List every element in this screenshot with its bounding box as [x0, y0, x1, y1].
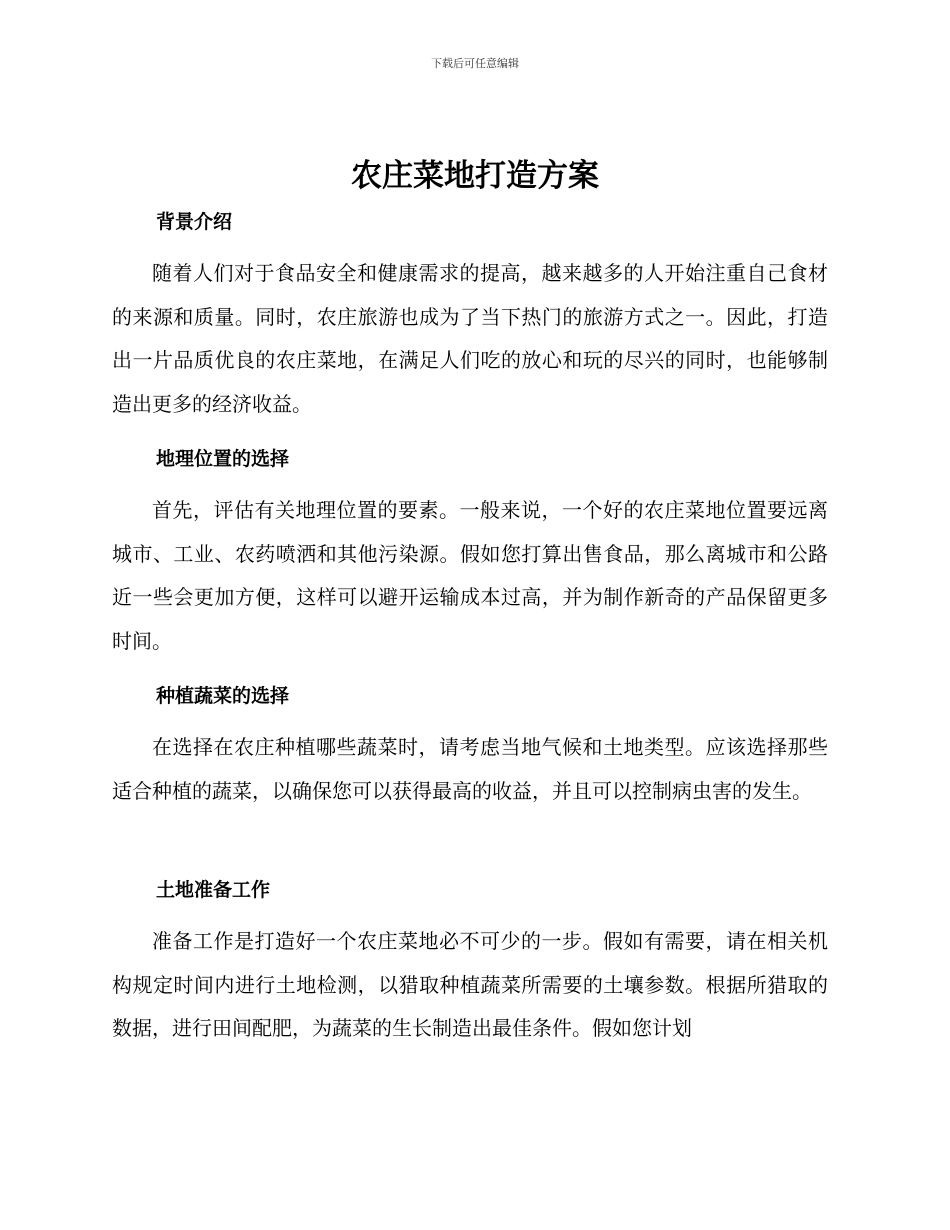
document-title: 农庄菜地打造方案 [351, 158, 599, 194]
section-body-vegetables: 在选择在农庄种植哪些蔬菜时，请考虑当地气候和土地类型。应该选择那些适合种植的蔬菜，以确保您可以获得最高的收益，并且可以控制病虫害的发生。 [112, 735, 828, 803]
section-body-land-prep: 准备工作是打造好一个农庄菜地必不可少的一步。假如有需要，请在相关机构规定时间内进行土地检测，以猎取种植蔬菜所需要的土壤参数。根据所猎取的数据，进行田间配肥，为蔬菜的生长制造出最佳条件。假如您计划 [112, 929, 828, 1040]
section-body-background: 随着人们对于食品安全和健康需求的提高，越来越多的人开始注重自己食材的来源和质量。同时，农庄旅游也成为了当下热门的旅游方式之一。因此，打造出一片品质优良的农庄菜地，在满足人们吃的放心和玩的尽兴的同时，也能够制造出更多的经济收益。 [112, 261, 828, 416]
section-heading-location: 地理位置的选择 [156, 448, 290, 470]
section-heading-land-prep: 土地准备工作 [156, 879, 271, 901]
section-heading-vegetables: 种植蔬菜的选择 [156, 685, 290, 707]
section-body-location: 首先，评估有关地理位置的要素。一般来说，一个好的农庄菜地位置要远离城市、工业、农药喷洒和其他污染源。假如您打算出售食品，那么离城市和公路近一些会更加方便，这样可以避开运输成本过高，并为制作新奇的产品保留更多时间。 [112, 498, 828, 653]
section-heading-background: 背景介绍 [156, 211, 233, 233]
page-header: 下载后可任意编辑 [431, 57, 519, 70]
